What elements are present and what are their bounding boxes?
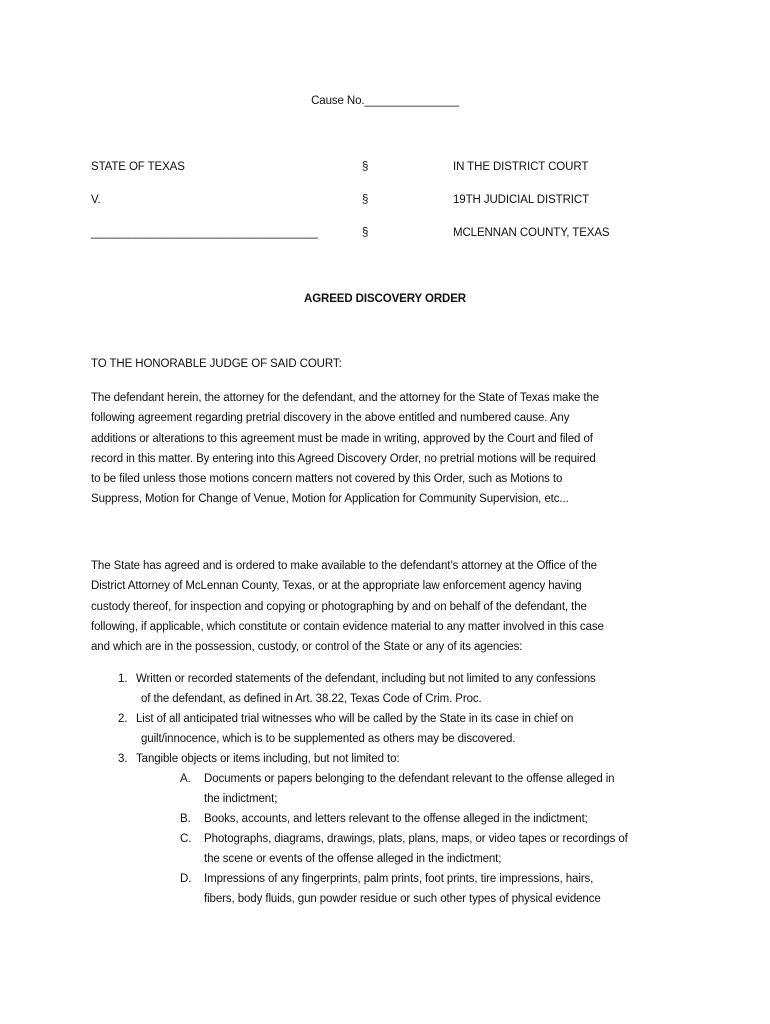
section-symbol: § bbox=[362, 227, 369, 239]
paragraph-line: to be filed unless those motions concern matters not covered by this Order, such as Motions to bbox=[91, 473, 563, 486]
list-item bbox=[118, 669, 698, 710]
sub-list-letter: B. bbox=[180, 813, 191, 825]
caption-right: 19TH JUDICIAL DISTRICT bbox=[453, 194, 590, 206]
paragraph-line: record in this matter. By entering into this Agreed Discovery Order, no pretrial motions will be required bbox=[91, 452, 596, 465]
caption-row-defendant bbox=[0, 227, 770, 243]
paragraph-line: following, if applicable, which constitute or contain evidence material to any matter involved in this case bbox=[91, 620, 604, 633]
sub-list-line: Photographs, diagrams, drawings, plats, plans, maps, or video tapes or recordings of bbox=[204, 833, 628, 845]
list-number: 3. bbox=[118, 753, 128, 765]
sub-list-letter: D. bbox=[180, 873, 192, 885]
sub-list-line: the indictment; bbox=[204, 793, 278, 806]
caption-row-versus bbox=[0, 194, 770, 210]
list-number: 1. bbox=[118, 673, 128, 685]
paragraph-line: The defendant herein, the attorney for the defendant, and the attorney for the State of Texas make the bbox=[91, 392, 600, 404]
list-item-line: of the defendant, as defined in Art. 38.22, Texas Code of Crim. Proc. bbox=[141, 693, 482, 706]
paragraph-state-obligations bbox=[91, 556, 691, 657]
sub-list-line: fibers, body fluids, gun powder residue or such other types of physical evidence bbox=[204, 893, 601, 906]
sub-list-item bbox=[180, 869, 700, 910]
sub-list-line: Impressions of any fingerprints, palm prints, foot prints, tire impressions, hairs, bbox=[204, 873, 594, 885]
sub-list-item bbox=[180, 769, 700, 810]
paragraph-line: custody thereof, for inspection and copying or photographing by and on behalf of the defendant, the bbox=[91, 600, 587, 613]
list-item-line: guilt/innocence, which is to be supplemented as others may be discovered. bbox=[141, 733, 516, 746]
caption-right: IN THE DISTRICT COURT bbox=[453, 161, 589, 173]
caption-left: STATE OF TEXAS bbox=[91, 161, 185, 173]
section-symbol: § bbox=[362, 194, 369, 206]
list-item-line: Written or recorded statements of the defendant, including but not limited to any confessions bbox=[136, 673, 596, 685]
salutation: TO THE HONORABLE JUDGE OF SAID COURT: bbox=[91, 358, 342, 370]
defendant-name-blank: ____________________________________ bbox=[91, 227, 318, 239]
caption-right: MCLENNAN COUNTY, TEXAS bbox=[453, 227, 610, 239]
list-item bbox=[118, 749, 698, 769]
sub-list-letter: C. bbox=[180, 833, 192, 845]
document-title: AGREED DISCOVERY ORDER bbox=[303, 293, 467, 305]
sub-list-item bbox=[180, 829, 700, 870]
paragraph-line: additions or alterations to this agreement must be made in writing, approved by the Court and filed of bbox=[91, 432, 593, 445]
paragraph-line: The State has agreed and is ordered to make available to the defendant’s attorney at the Office of the bbox=[91, 560, 597, 572]
paragraph-line: and which are in the possession, custody, or control of the State or any of its agencies: bbox=[91, 641, 523, 654]
paragraph-agreement bbox=[91, 388, 691, 510]
paragraph-line: Suppress, Motion for Change of Venue, Motion for Application for Community Supervision, etc... bbox=[91, 493, 569, 506]
sub-list-line: the scene or events of the offense alleged in the indictment; bbox=[204, 853, 502, 866]
section-symbol: § bbox=[362, 161, 369, 173]
paragraph-line: District Attorney of McLennan County, Texas, or at the appropriate law enforcement agency having bbox=[91, 580, 582, 593]
list-item-line: Tangible objects or items including, but not limited to: bbox=[136, 753, 400, 765]
list-item bbox=[118, 709, 698, 750]
caption-row-state bbox=[0, 161, 770, 177]
sub-list-letter: A. bbox=[180, 773, 191, 785]
list-number: 2. bbox=[118, 713, 128, 725]
cause-number: Cause No._______________ bbox=[311, 95, 459, 107]
sub-list-line: Documents or papers belonging to the defendant relevant to the offense alleged in bbox=[204, 773, 615, 785]
list-item-line: List of all anticipated trial witnesses who will be called by the State in its case in chief on bbox=[136, 713, 574, 725]
sub-list-line: Books, accounts, and letters relevant to the offense alleged in the indictment; bbox=[204, 813, 588, 825]
caption-left: V. bbox=[91, 194, 101, 206]
sub-list-item bbox=[180, 809, 700, 829]
paragraph-line: following agreement regarding pretrial discovery in the above entitled and numbered cause. Any bbox=[91, 412, 570, 425]
